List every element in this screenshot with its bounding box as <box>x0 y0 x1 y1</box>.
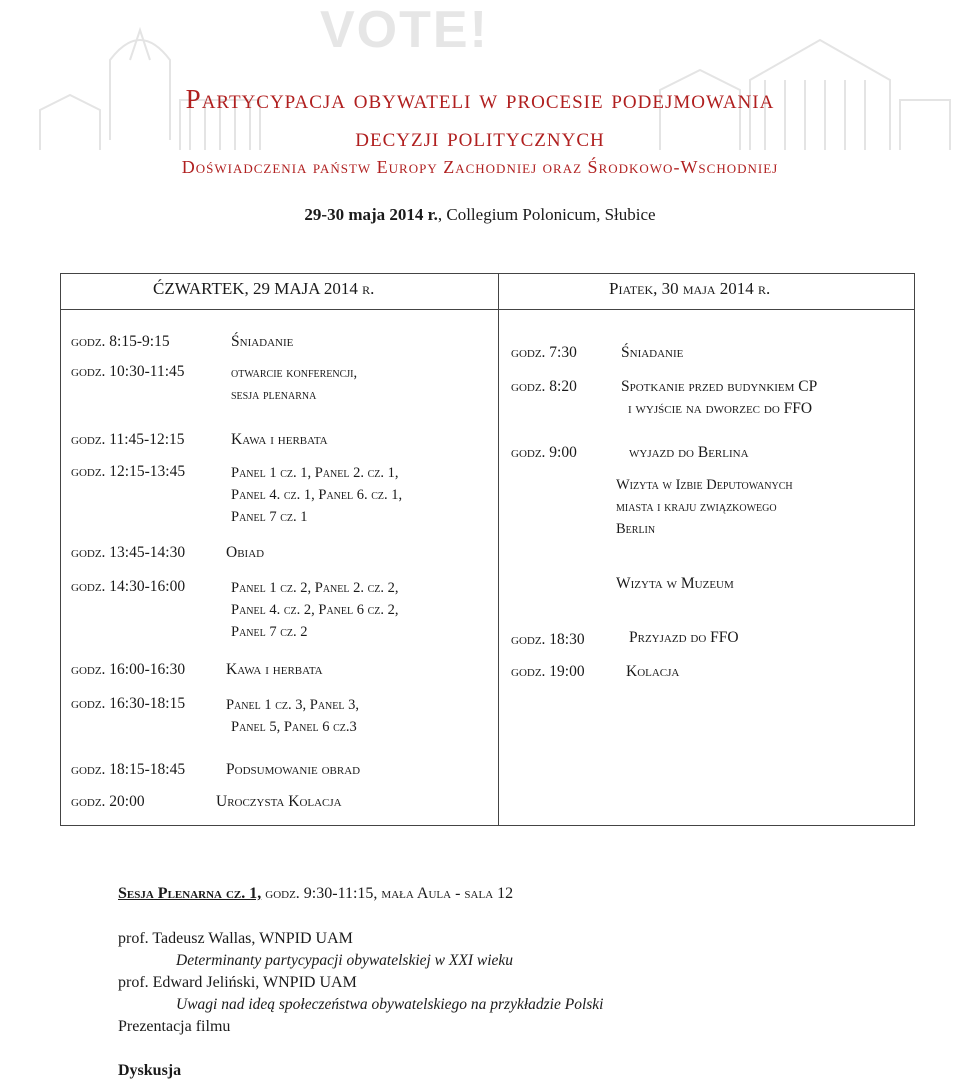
day1-header: ĆZWARTEK, 29 MAJA 2014 r. <box>153 279 375 298</box>
title-line-2: decyzji politycznych <box>355 122 605 152</box>
day1-event: Panel 4. cz. 1, Panel 6. cz. 1, <box>231 487 403 503</box>
day2-event: Śniadanie <box>621 344 684 361</box>
day2-event: Berlin <box>616 521 656 537</box>
column-divider <box>498 274 499 825</box>
talk-title: Uwagi nad ideą społeczeństwa obywatelskiego na przykładzie Polski <box>176 996 604 1013</box>
day1-event: Panel 1 cz. 3, Panel 3, <box>226 697 359 713</box>
day1-event: Panel 7 cz. 1 <box>231 509 308 525</box>
date-bold: 29-30 maja 2014 r. <box>304 205 438 224</box>
day2-time: godz. 19:00 <box>511 663 585 680</box>
day2-event: Spotkanie przed budynkiem CP <box>621 378 818 395</box>
day1-time: godz. 12:15-13:45 <box>71 463 186 480</box>
day1-event: sesja plenarna <box>231 387 317 403</box>
day1-time: godz. 16:30-18:15 <box>71 695 186 712</box>
speaker: prof. Tadeusz Wallas, WNPID UAM <box>118 930 353 947</box>
day1-time: godz. 16:00-16:30 <box>71 661 186 678</box>
day2-event: Wizyta w Izbie Deputowanych <box>616 477 793 493</box>
day2-event: Kolacja <box>626 663 680 680</box>
day1-event: Panel 1 cz. 2, Panel 2. cz. 2, <box>231 580 399 596</box>
day2-time: godz. 18:30 <box>511 631 585 648</box>
day1-event: Panel 5, Panel 6 cz.3 <box>231 719 357 735</box>
day1-time: godz. 13:45-14:30 <box>71 544 186 561</box>
day1-time: godz. 14:30-16:00 <box>71 578 186 595</box>
day1-event: Kawa i herbata <box>226 661 323 678</box>
session-details: godz. 9:30-11:15, mała Aula - sala 12 <box>261 885 514 902</box>
day2-time: godz. 7:30 <box>511 344 577 361</box>
day1-event: Śniadanie <box>231 333 294 350</box>
day1-event: otwarcie konferencji, <box>231 365 358 381</box>
day1-event: Obiad <box>226 544 265 561</box>
table-divider <box>61 309 914 310</box>
speaker: prof. Edward Jeliński, WNPID UAM <box>118 974 357 991</box>
day1-event: Panel 1 cz. 1, Panel 2. cz. 1, <box>231 465 399 481</box>
film-presentation: Prezentacja filmu <box>118 1018 231 1035</box>
day2-header: Piatek, 30 maja 2014 r. <box>609 279 771 298</box>
day2-time: godz. 9:00 <box>511 444 577 461</box>
day1-event: Podsumowanie obrad <box>226 761 361 778</box>
day1-event: Panel 7 cz. 2 <box>231 624 308 640</box>
day1-time: godz. 20:00 <box>71 793 145 810</box>
day1-event: Kawa i herbata <box>231 431 328 448</box>
schedule-table <box>60 273 915 826</box>
day1-time: godz. 18:15-18:45 <box>71 761 186 778</box>
day2-event: Przyjazd do FFO <box>629 629 739 646</box>
day1-time: godz. 10:30-11:45 <box>71 363 185 380</box>
subtitle: Doświadczenia państw Europy Zachodniej oraz Środkowo-Wschodniej <box>181 157 779 177</box>
day2-time: godz. 8:20 <box>511 378 577 395</box>
event-dates <box>0 205 960 225</box>
day2-event: Wizyta w Muzeum <box>616 575 734 592</box>
day1-time: godz. 11:45-12:15 <box>71 431 185 448</box>
vote-watermark: VOTE! <box>320 1 489 59</box>
day2-event: i wyjście na dworzec do FFO <box>628 400 813 417</box>
session-title: Sesja Plenarna cz. 1, <box>118 885 262 902</box>
title-line-1: Partycypacja obywateli w procesie podejmowania <box>185 84 775 114</box>
day1-event: Uroczysta Kolacja <box>216 793 342 810</box>
day2-event: miasta i kraju związkowego <box>616 499 777 515</box>
day2-event: wyjazd do Berlina <box>629 444 749 461</box>
session-heading <box>118 885 513 903</box>
talk-title: Determinanty partycypacji obywatelskiej w XXI wieku <box>176 952 514 969</box>
date-location: , Collegium Polonicum, Słubice <box>437 205 656 224</box>
discussion: Dyskusja <box>118 1062 182 1079</box>
day1-event: Panel 4. cz. 2, Panel 6 cz. 2, <box>231 602 399 618</box>
day1-time: godz. 8:15-9:15 <box>71 333 170 350</box>
